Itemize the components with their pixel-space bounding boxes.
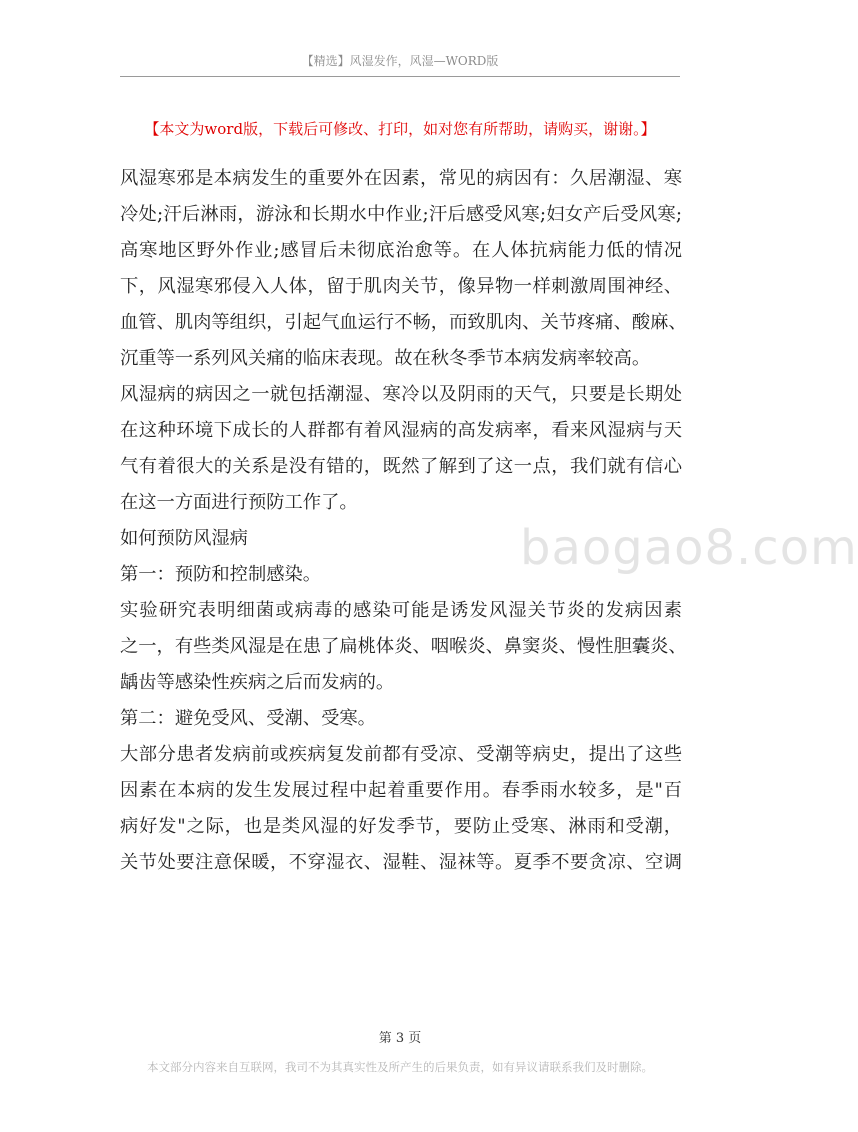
body-line: 因素在本病的发生发展过程中起着重要作用。春季雨水较多，是"百 bbox=[120, 780, 682, 801]
body-line: 第二：避免受风、受潮、受寒。 bbox=[120, 708, 376, 729]
body-line: 第一：预防和控制感染。 bbox=[120, 564, 322, 585]
page-header: 【精选】风湿发作，风湿—WORD版 bbox=[301, 54, 499, 68]
body-line: 在这一方面进行预防工作了。 bbox=[120, 492, 358, 513]
body-line: 冷处;汗后淋雨，游泳和长期水中作业;汗后感受风寒;妇女产后受风寒; bbox=[120, 204, 682, 225]
body-line: 如何预防风湿病 bbox=[120, 528, 248, 549]
body-line: 之一，有些类风湿是在患了扁桃体炎、咽喉炎、鼻窦炎、慢性胆囊炎、 bbox=[120, 636, 687, 657]
body-line: 高寒地区野外作业;感冒后未彻底治愈等。在人体抗病能力低的情况 bbox=[120, 240, 682, 261]
word-version-notice: 【本文为word版，下载后可修改、打印，如对您有所帮助，请购买，谢谢。】 bbox=[144, 120, 656, 138]
body-line: 下，风湿寒邪侵入人体，留于肌肉关节，像异物一样刺激周围神经、 bbox=[120, 276, 682, 297]
body-line: 龋齿等感染性疾病之后而发病的。 bbox=[120, 672, 395, 693]
footer-disclaimer: 本文部分内容来自互联网，我司不为其真实性及所产生的后果负责，如有异议请联系我们及时删除。 bbox=[147, 1060, 653, 1074]
body-line: 气有着很大的关系是没有错的，既然了解到了这一点，我们就有信心 bbox=[120, 456, 682, 477]
body-line: 关节处要注意保暖，不穿湿衣、湿鞋、湿袜等。夏季不要贪凉、空调 bbox=[120, 852, 682, 873]
page-number: 第 3 页 bbox=[378, 1031, 422, 1046]
body-line: 风湿病的病因之一就包括潮湿、寒冷以及阴雨的天气，只要是长期处 bbox=[120, 384, 682, 405]
body-line: 沉重等一系列风关痛的临床表现。故在秋冬季节本病发病率较高。 bbox=[120, 348, 651, 369]
header-divider bbox=[120, 76, 680, 77]
body-line: 实验研究表明细菌或病毒的感染可能是诱发风湿关节炎的发病因素 bbox=[120, 600, 682, 621]
body-line: 血管、肌肉等组织，引起气血运行不畅，而致肌肉、关节疼痛、酸麻、 bbox=[120, 312, 687, 333]
body-line: 风湿寒邪是本病发生的重要外在因素，常见的病因有：久居潮湿、寒 bbox=[120, 168, 682, 189]
site-watermark: baogao8.com bbox=[520, 520, 858, 576]
body-line: 大部分患者发病前或疾病复发前都有受凉、受潮等病史，提出了这些 bbox=[120, 744, 682, 765]
body-line: 在这种环境下成长的人群都有着风湿病的高发病率，看来风湿病与天 bbox=[120, 420, 682, 441]
body-line: 病好发"之际，也是类风湿的好发季节，要防止受寒、淋雨和受潮， bbox=[120, 816, 682, 837]
